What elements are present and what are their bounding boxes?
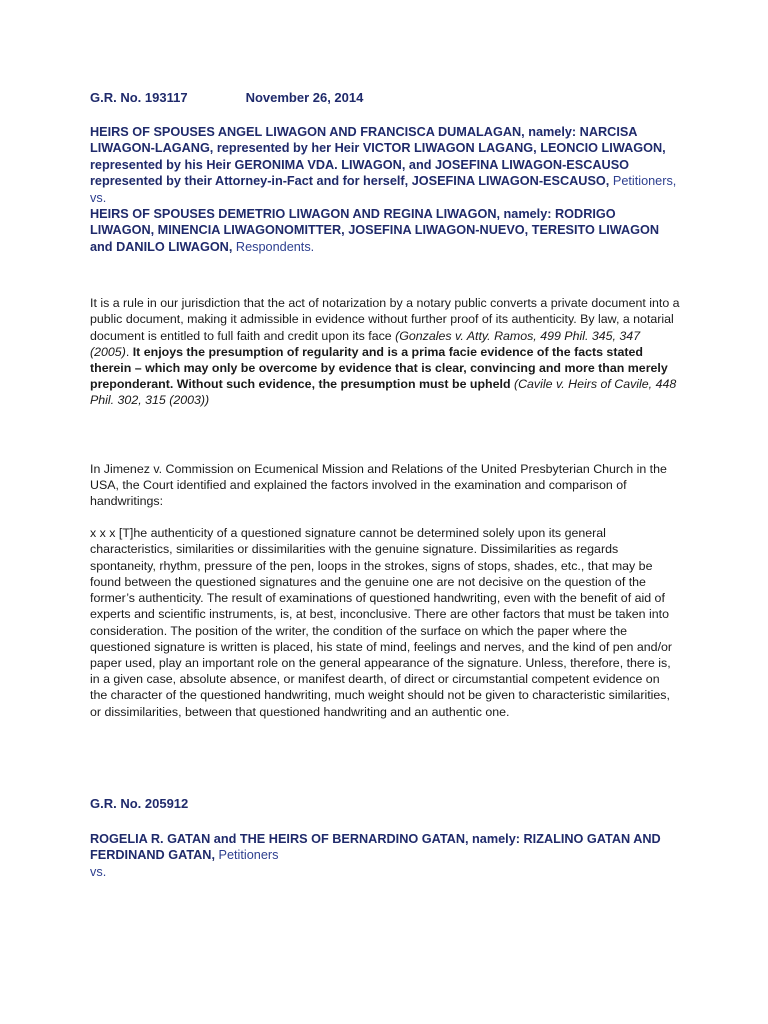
respondents-role-1: Respondents. xyxy=(235,239,315,254)
respondents-names-1: HEIRS OF SPOUSES DEMETRIO LIWAGON AND REGINA LIWAGON, namely: RODRIGO LIWAGON, MINENCIA LIWAGONOMITTER, JOSEFINA LIWAGON-NUEVO, TERESITO LIWAGON and DANILO LIWAGON, xyxy=(90,207,660,254)
paragraph-jimenez: In Jimenez v. Commission on Ecumenical Mission and Relations of the United Presbyterian Church in the USA, the Court identified and explained the factors involved in the examination and comparison of handwritings: xyxy=(90,461,667,509)
petitioners-role-1: Petitioners, xyxy=(612,174,677,189)
versus-1: vs. xyxy=(90,190,107,205)
paragraph-1-text-b: . xyxy=(125,344,133,359)
paragraph-handwriting-quote: x x x [T]he authenticity of a questioned signature cannot be determined solely upon its general characteristics, similarities or dissimilarities with the genuine signature. Dissimilarities as regards spontaneity, rhythm, pressure of the pen, loops in the strokes, signs of stops, shades, etc., that may be found between the questioned signatures and the genuine one are not decisive on the question of the former’s authenticity. The result of examinations of questioned handwriting, even with the benefit of aid of experts and scientific instruments, is, at best, inconclusive. There are other factors that must be taken into consideration. The position of the writer, the condition of the surface on which the paper where the questioned signature is written is placed, his state of mind, feelings and nerves, and the kind of pen and/or paper used, play an important role on the general appearance of the signature. Unless, therefore, there is, in a given case, absolute absence, or manifest dearth, of direct or circumstantial competent evidence on the character of the questioned handwriting, much weight should not be given to characteristic similarities, or dissimilarities, between that questioned handwriting and an authentic one. xyxy=(90,526,673,719)
citation-gonzales: (Gonzales v. Atty. Ramos, 499 Phil. 345, 347 (2005) xyxy=(90,328,641,359)
citation-cavile: (Cavile v. Heirs of Cavile, 448 Phil. 302, 315 (2003)) xyxy=(90,377,677,408)
petitioners-role-2: Petitioners xyxy=(218,848,279,863)
gr-number-2: G.R. No. 205912 xyxy=(90,795,189,811)
case-header-2 xyxy=(90,796,680,812)
document-page xyxy=(90,90,680,880)
petitioners-names-2: ROGELIA R. GATAN and THE HEIRS OF BERNARDINO GATAN, namely: RIZALINO GATAN AND FERDINAND GATAN, xyxy=(90,831,661,863)
case-parties-1 xyxy=(90,124,680,255)
paragraph-notarization xyxy=(90,295,680,408)
case-header-1 xyxy=(90,90,680,106)
petitioners-names-1: HEIRS OF SPOUSES ANGEL LIWAGON AND FRANCISCA DUMALAGAN, namely: NARCISA LIWAGON-LAGANG, represented by her Heir VICTOR LIWAGON LAGANG, LEONCIO LIWAGON, represented by his Heir GERONIMA VDA. LIWAGON, and JOSEFINA LIWAGON-ESCAUSO represented by their Attorney-in-Fact and for herself, JOSEFINA LIWAGON-ESCAUSO, xyxy=(90,125,666,189)
gr-number-1: G.R. No. 193117 xyxy=(90,90,188,105)
paragraph-1-text-a: It is a rule in our jurisdiction that the act of notarization by a notary public converts a private document into a public document, making it admissible in evidence without further proof of its authenticity. By law, a notarial document is entitled to full faith and credit upon its face xyxy=(90,296,680,343)
versus-2: vs. xyxy=(90,864,107,879)
decision-date-1: November 26, 2014 xyxy=(245,90,364,105)
case-section-2 xyxy=(90,796,680,880)
case-parties-2 xyxy=(90,831,680,880)
paragraph-1-bold-text: It enjoys the presumption of regularity and is a prima facie evidence of the facts stated therein – which may only be overcome by evidence that is clear, convincing and more than merely preponderant. Without such evidence, the presumption must be upheld xyxy=(90,344,668,392)
